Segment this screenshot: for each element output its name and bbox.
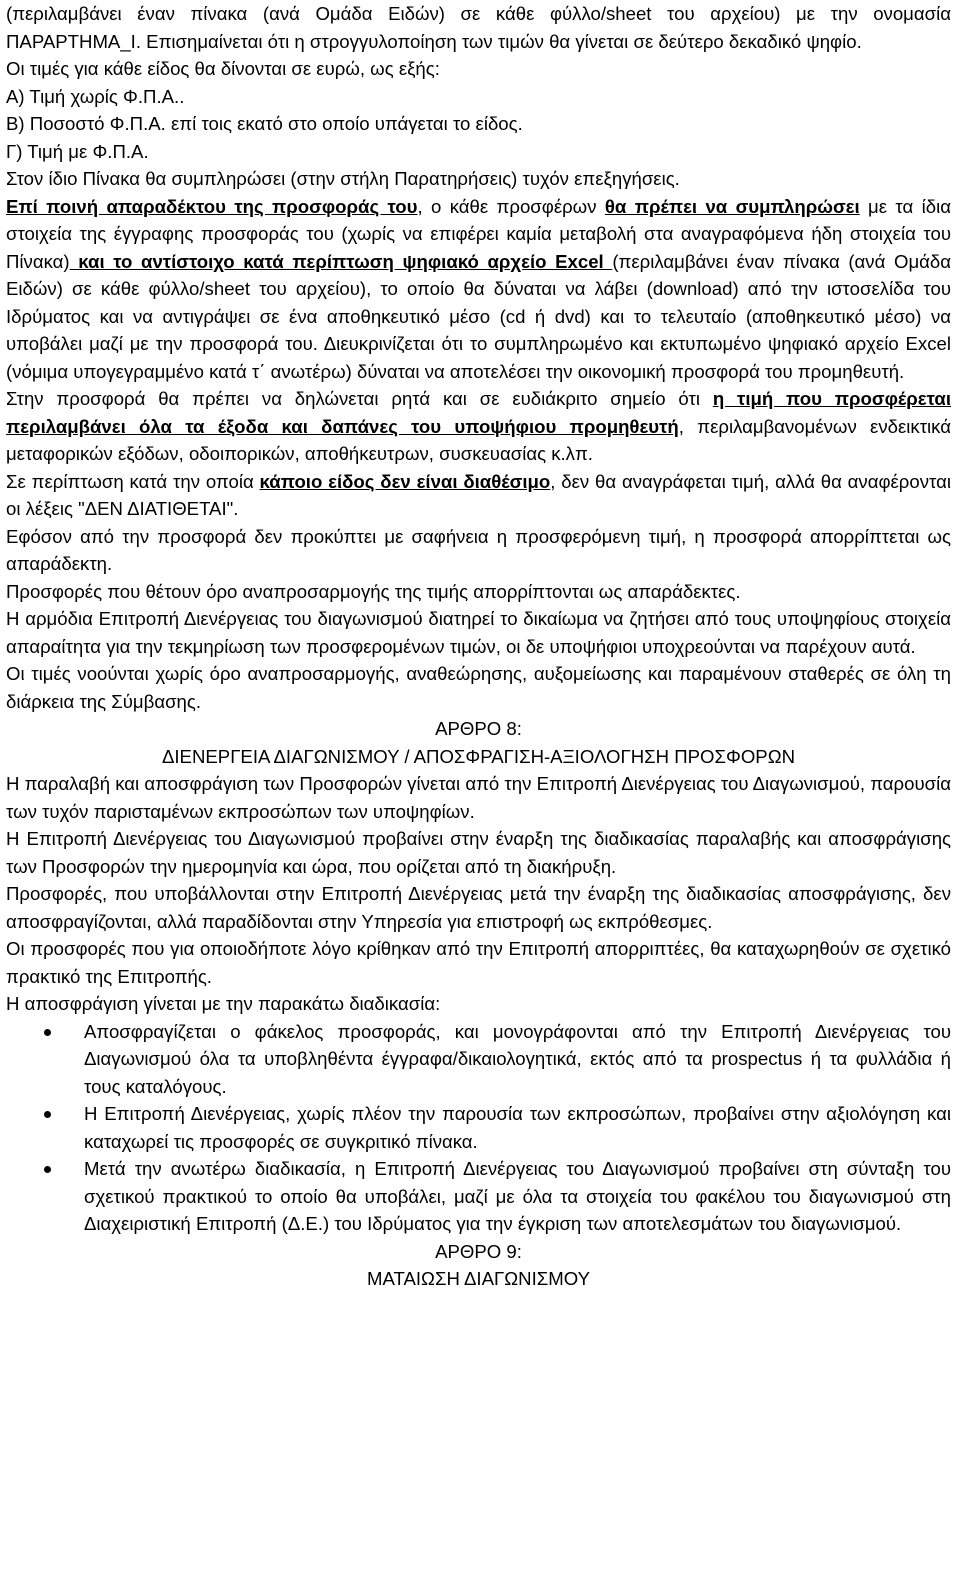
article-8-number: ΑΡΘΡΟ 8: [435, 718, 522, 739]
prices-intro: Οι τιμές για κάθε είδος θα δίνονται σε ευρώ, ως εξής: [6, 58, 440, 79]
emphasis-text: και το αντίστοιχο κατά περίπτωση ψηφιακό αρχείο Excel [69, 250, 613, 272]
article-8-paragraph: Η αποσφράγιση γίνεται με την παρακάτω διαδικασία: [6, 993, 441, 1014]
price-item-b: Β) Ποσοστό Φ.Π.Α. επί τοις εκατό στο οποίο υπάγεται το είδος. [6, 113, 523, 134]
unavailable-paragraph [6, 468, 951, 523]
list-item [6, 1100, 951, 1155]
price-item-c: Γ) Τιμή με Φ.Π.Α. [6, 140, 149, 162]
list-item [6, 1155, 951, 1238]
body-text: , περιλαμβανομένων ενδεικτικά μεταφορικών εξόδων, οδοιπορικών, αποθήκευτρων, συσκευασίας κ.λπ. [6, 415, 951, 464]
list-item-text: Μετά την ανωτέρω διαδικασία, η Επιτροπή Διενέργειας του Διαγωνισμού προβαίνει στη σύνταξη του σχετικού πρακτικού το οποίο θα υποβάλει, μαζί με όλα τα στοιχεία του φακέλου του διαγωνισμού στη Διαχειριστική Επιτροπή (Δ.Ε.) του Ιδρύματος για την έγκριση των αποτελεσμάτων του διαγωνισμού. [84, 1158, 951, 1234]
list-item-text: Αποσφραγίζεται ο φάκελος προσφοράς, και μονογράφονται από την Επιτροπή Διενέργειας του Διαγωνισμού όλα τα υποβληθέντα έγγραφα/δικαιολογητικά, εκτός από τα prospectus ή τα φυλλάδια ή τους καταλόγους. [84, 1020, 951, 1097]
bullet-icon [44, 1029, 51, 1036]
adjustment-condition-paragraph: Προσφορές που θέτουν όρο αναπροσαρμογής της τιμής απορρίπτονται ως απαράδεκτες. [6, 580, 741, 602]
article-8-paragraph: Η παραλαβή και αποσφράγιση των Προσφορών γίνεται από την Επιτροπή Διενέργειας του Διαγωνισμού, παρουσία των τυχόν παρισταμένων εκπροσώπων των υποψηφίων. [6, 773, 951, 822]
emphasis-text: θα πρέπει να συμπληρώσει [604, 195, 860, 217]
article-8-title: ΔΙΕΝΕΡΓΕΙΑ ΔΙΑΓΩΝΙΣΜΟΥ / ΑΠΟΣΦΡΑΓΙΣΗ-ΑΞΙΟΛΟΓΗΣΗ ΠΡΟΣΦΟΡΩΝ [161, 745, 796, 767]
emphasis-text: Επί ποινή απαραδέκτου της προσφοράς του [6, 195, 418, 217]
unclear-price-paragraph: Εφόσον από την προσφορά δεν προκύπτει με σαφήνεια η προσφερόμενη τιμή, η προσφορά απορρίπτεται ως απαράδεκτη. [6, 525, 951, 574]
article-8-paragraph: Προσφορές, που υποβάλλονται στην Επιτροπή Διενέργειας μετά την έναρξη της διαδικασίας αποσφράγισης, δεν αποσφραγίζονται, αλλά παραδίδονται στην Υπηρεσία για επιστροφή ως εκπρόθεσμες. [6, 883, 951, 932]
unsealing-procedure-list [6, 1018, 951, 1238]
list-item-text: Η Επιτροπή Διενέργειας, χωρίς πλέον την παρουσία των εκπροσώπων, προβαίνει στην αξιολόγηση και καταχωρεί τις προσφορές σε συγκριτικό πίνακα. [84, 1103, 951, 1152]
bullet-icon [44, 1111, 51, 1118]
price-item-a: Α) Τιμή χωρίς Φ.Π.Α.. [6, 85, 185, 107]
article-9-number: ΑΡΘΡΟ 9: [435, 1240, 522, 1262]
body-text: , ο κάθε προσφέρων [417, 195, 605, 217]
body-text: Στην προσφορά θα πρέπει να δηλώνεται ρητά και σε ευδιάκριτο σημείο ότι [6, 388, 713, 409]
body-text: με τα ίδια στοιχεία της έγγραφης προσφοράς του (χωρίς να επιφέρει καμία μεταβολή στα αναγραφόμενα ήδη στοιχεία του Πίνακα) [6, 195, 951, 272]
committee-right-paragraph: Η αρμόδια Επιτροπή Διενέργειας του διαγωνισμού διατηρεί το δικαίωμα να ζητήσει από τους υποψηφίους στοιχεία απαραίτητα για την τεκμηρίωση των προσφερομένων τιμών, οι δε υποψήφιοι υποχρεούνται να παρέχουν αυτά. [6, 608, 951, 657]
declare-paragraph [6, 385, 951, 468]
intro-paragraph: (περιλαμβάνει έναν πίνακα (ανά Ομάδα Ειδών) σε κάθε φύλλο/sheet του αρχείου) με την ονομασία ΠΑΡΑΡΤΗΜΑ_Ι. Επισημαίνεται ότι η στρογγυλοποίηση των τιμών θα γίνεται σε δεύτερο δεκαδικό ψηφίο. [6, 3, 951, 52]
article-8-paragraph: Οι προσφορές που για οποιοδήποτε λόγο κρίθηκαν από την Επιτροπή απορριπτέες, θα καταχωρηθούν σε σχετικό πρακτικό της Επιτροπής. [6, 938, 951, 987]
body-text: (περιλαμβάνει έναν πίνακα (ανά Ομάδα Ειδών) σε κάθε φύλλο/sheet του αρχείου), το οποίο θα δύναται να λάβει (download) από την ιστοσελίδα του Ιδρύματος και να αντιγράψει σε ένα αποθηκευτικό μέσο (cd ή dvd) και το τελευταίο (αποθηκευτικό μέσο) να υποβάλει μαζί με την προσφορά του. Διευκρινίζεται ότι το συμπληρωμένο και εκτυπωμένο ψηφιακό αρχείο Excel (νόμιμα υπογεγραμμένο κατά τ΄ ανωτέρω) δύναται να αποτελέσει την οικονομική προσφορά του προμηθευτή. [6, 250, 952, 382]
emphasis-text: η τιμή που προσφέρεται περιλαμβάνει όλα τα έξοδα και δαπάνες του υποψήφιου προμηθευτή [6, 388, 951, 437]
fixed-prices-paragraph: Οι τιμές νοούνται χωρίς όρο αναπροσαρμογής, αναθεώρησης, αυξομείωσης και παραμένουν σταθερές σε όλη τη διάρκεια της Σύμβασης. [6, 663, 951, 712]
remarks-paragraph: Στον ίδιο Πίνακα θα συμπληρώσει (στην στήλη Παρατηρήσεις) τυχόν επεξηγήσεις. [6, 168, 680, 189]
article-8-paragraph: Η Επιτροπή Διενέργειας του Διαγωνισμού προβαίνει στην έναρξη της διαδικασίας παραλαβής και αποσφράγισης των Προσφορών την ημερομηνία και ώρα, που ορίζεται από τη διακήρυξη. [6, 828, 951, 877]
body-text: , δεν θα αναγράφεται τιμή, αλλά θα αναφέρονται οι λέξεις "ΔΕΝ ΔΙΑΤΙΘΕΤΑΙ". [6, 470, 951, 519]
penalty-paragraph [6, 193, 951, 386]
bullet-icon [44, 1166, 51, 1173]
article-9-title: ΜΑΤΑΙΩΣΗ ΔΙΑΓΩΝΙΣΜΟΥ [367, 1268, 590, 1289]
list-item [6, 1018, 951, 1101]
body-text: Σε περίπτωση κατά την οποία [6, 470, 260, 492]
emphasis-text: κάποιο είδος δεν είναι διαθέσιμο [259, 470, 551, 492]
